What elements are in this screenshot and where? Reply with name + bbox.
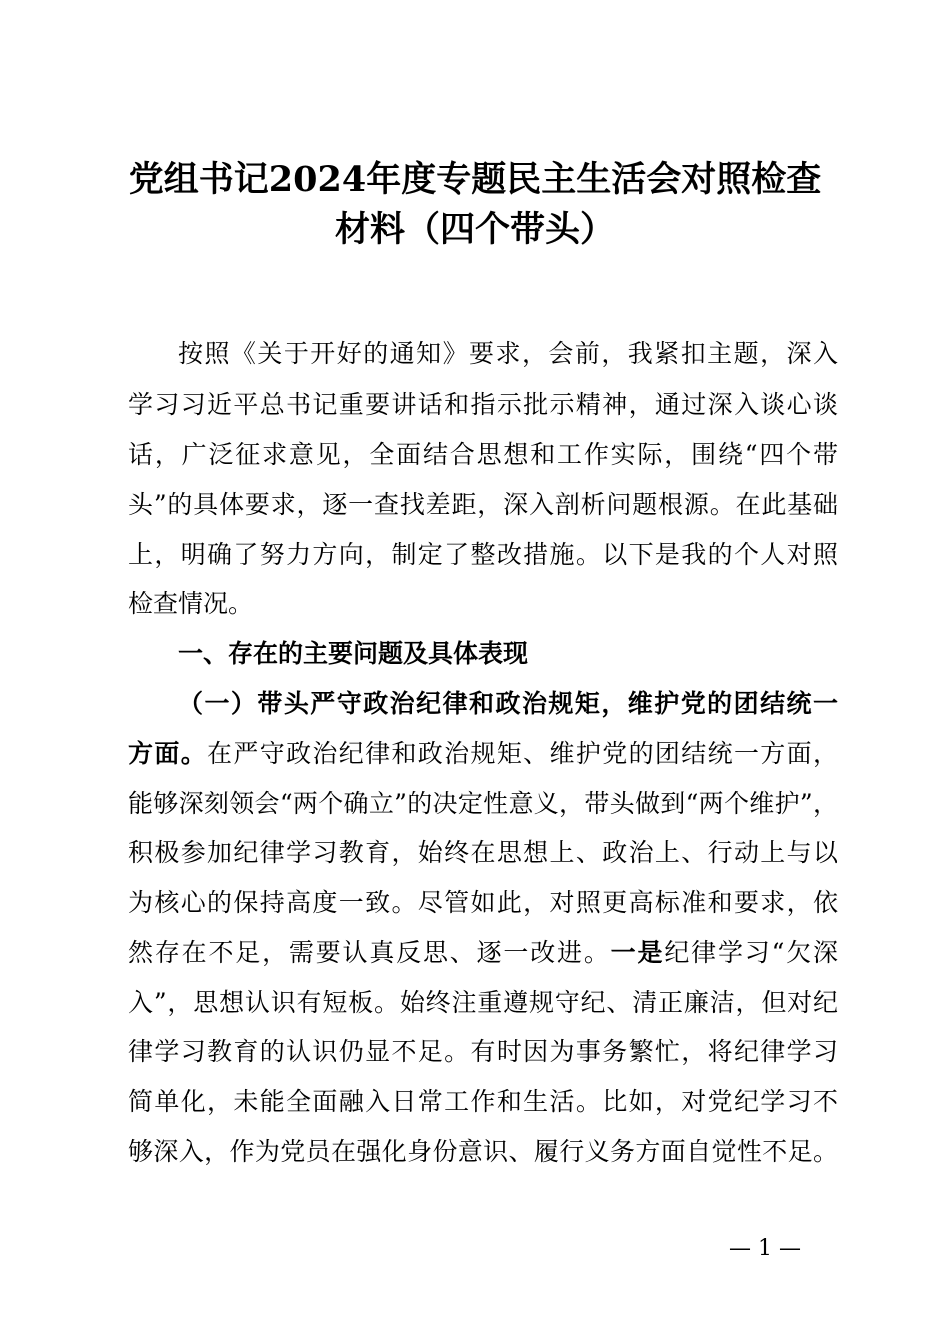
paragraph-line: 能够深刻领会“两个确立”的决定性意义，带头做到“两个维护”，: [128, 789, 838, 818]
paragraph-line: 上，明确了努力方向，制定了整改措施。以下是我的个人对照: [128, 540, 838, 569]
paragraph-line: 积极参加纪律学习教育，始终在思想上、政治上、行动上与以: [128, 838, 838, 867]
paragraph-line: 学习习近平总书记重要讲话和指示批示精神，通过深入谈心谈: [128, 390, 838, 419]
paragraph-text: 在严守政治纪律和政治规矩、维护党的团结统一方面，: [207, 739, 838, 768]
subsection-heading: （一）带头严守政治纪律和政治规矩，维护党的团结统一: [178, 689, 838, 718]
paragraph-text: 然存在不足，需要认真反思、逐一改进。: [128, 938, 611, 967]
paragraph-line: [128, 738, 838, 770]
subsection-heading-end: 方面。: [128, 739, 208, 768]
paragraph-text: 纪律学习“欠深: [664, 938, 838, 967]
paragraph-line: 头”的具体要求，逐一查找差距，深入剖析问题根源。在此基础: [128, 490, 838, 519]
paragraph-line: 简单化，未能全面融入日常工作和生活。比如，对党纪学习不: [128, 1087, 838, 1116]
paragraph-line: 按照《关于开好的通知》要求，会前，我紧扣主题，深入: [178, 339, 838, 368]
paragraph-line: 为核心的保持高度一致。尽管如此，对照更高标准和要求，依: [128, 888, 838, 917]
page-number: — 1 —: [729, 1236, 801, 1261]
paragraph-line: 够深入，作为党员在强化身份意识、履行义务方面自觉性不足。: [128, 1137, 838, 1166]
paragraph-line: 话，广泛征求意见，全面结合思想和工作实际，围绕“四个带: [128, 440, 838, 469]
paragraph-line: [128, 937, 838, 969]
section-heading: 一、存在的主要问题及具体表现: [178, 639, 529, 668]
paragraph-line: 入”，思想认识有短板。始终注重遵规守纪、清正廉洁，但对纪: [128, 988, 838, 1017]
paragraph-line: 检查情况。: [128, 589, 254, 618]
paragraph-line: 律学习教育的认识仍显不足。有时因为事务繁忙，将纪律学习: [128, 1037, 838, 1066]
emphasis-text: 一是: [610, 938, 665, 967]
document-title-line-2: 材料（四个带头）: [334, 209, 615, 250]
document-title-line-1: 党组书记2024年度专题民主生活会对照检查: [128, 159, 822, 200]
